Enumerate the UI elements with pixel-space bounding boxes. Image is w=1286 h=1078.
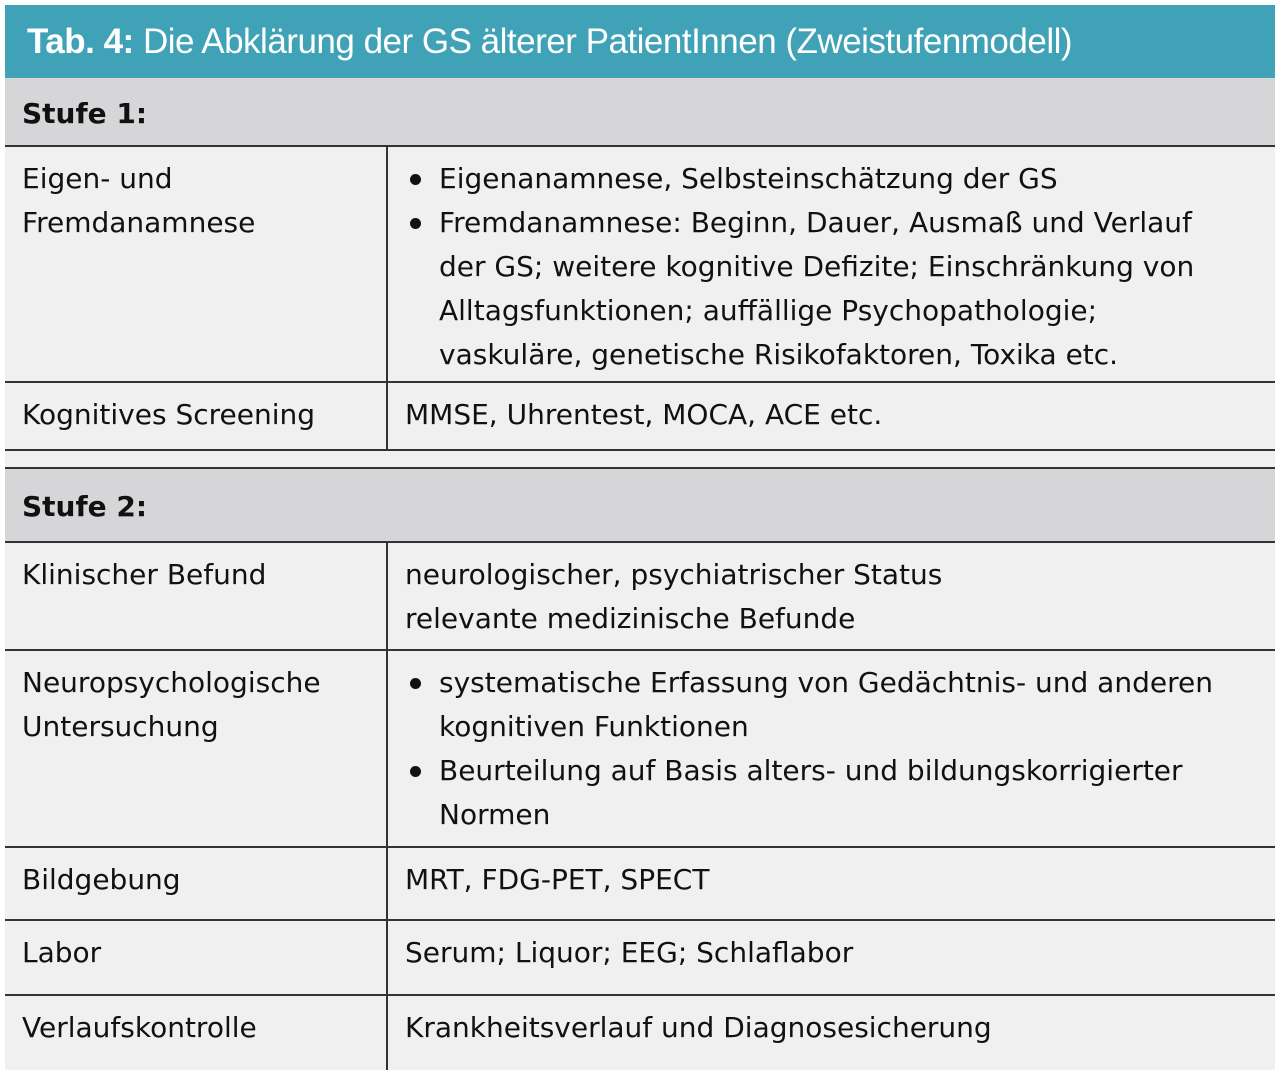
- bullet-item: systematische Erfassung von Gedächtnis- und anderen kognitiven Funktionen: [405, 661, 1215, 749]
- row-label: Kognitives Screening: [5, 383, 388, 449]
- row-label-line: Fremdanamnese: [22, 206, 256, 239]
- row-label: Klinischer Befund: [5, 543, 388, 649]
- table-number: Tab. 4:: [27, 22, 134, 61]
- value-line: neurologischer, psychiatrischer Status: [405, 558, 943, 591]
- table-row: [5, 651, 1275, 848]
- bullet-list: [405, 157, 1235, 377]
- table-title: [5, 5, 1275, 78]
- table-row: [5, 147, 1275, 383]
- row-label: Bildgebung: [5, 848, 388, 919]
- table-row: [5, 996, 1275, 1070]
- table-row: [5, 848, 1275, 921]
- value-line: relevante medizinische Befunde: [405, 602, 856, 635]
- row-label: [5, 651, 388, 846]
- row-value: [388, 147, 1275, 381]
- bullet-list: [405, 661, 1215, 837]
- row-label-line: Eigen- und: [22, 162, 173, 195]
- stage-1-header: Stufe 1:: [5, 78, 1275, 147]
- table-title-text: Die Abklärung der GS älterer PatientInnen (Zweistufenmodell): [142, 22, 1073, 61]
- bullet-item: Fremdanamnese: Beginn, Dauer, Ausmaß und Verlauf der GS; weitere kognitive Defizite; Einschränkung von Alltagsfunktionen; auffällige Psychopathologie; vaskuläre, genetische Risikofaktoren, Toxika etc.: [405, 201, 1235, 377]
- stage-2-header: Stufe 2:: [5, 469, 1275, 543]
- row-value: MMSE, Uhrentest, MOCA, ACE etc.: [405, 398, 883, 431]
- table-row: [5, 921, 1275, 996]
- table-row: [5, 543, 1275, 651]
- row-label: [5, 147, 388, 381]
- bullet-item: Beurteilung auf Basis alters- und bildungskorrigierter Normen: [405, 749, 1215, 837]
- table-row: [5, 383, 1275, 451]
- bullet-item: Eigenanamnese, Selbsteinschätzung der GS: [405, 157, 1235, 201]
- assessment-table: [5, 5, 1275, 1070]
- row-value: Serum; Liquor; EEG; Schlaflabor: [405, 936, 854, 969]
- row-value: MRT, FDG-PET, SPECT: [405, 863, 710, 896]
- row-label: Verlaufskontrolle: [5, 996, 388, 1070]
- row-value: Krankheitsverlauf und Diagnosesicherung: [405, 1011, 992, 1044]
- stage-divider: [5, 451, 1275, 469]
- row-label-line: Untersuchung: [22, 710, 219, 743]
- row-value: [388, 651, 1275, 846]
- row-label: Labor: [5, 921, 388, 994]
- row-value: [388, 543, 1275, 649]
- row-label-line: Neuropsychologische: [22, 666, 321, 699]
